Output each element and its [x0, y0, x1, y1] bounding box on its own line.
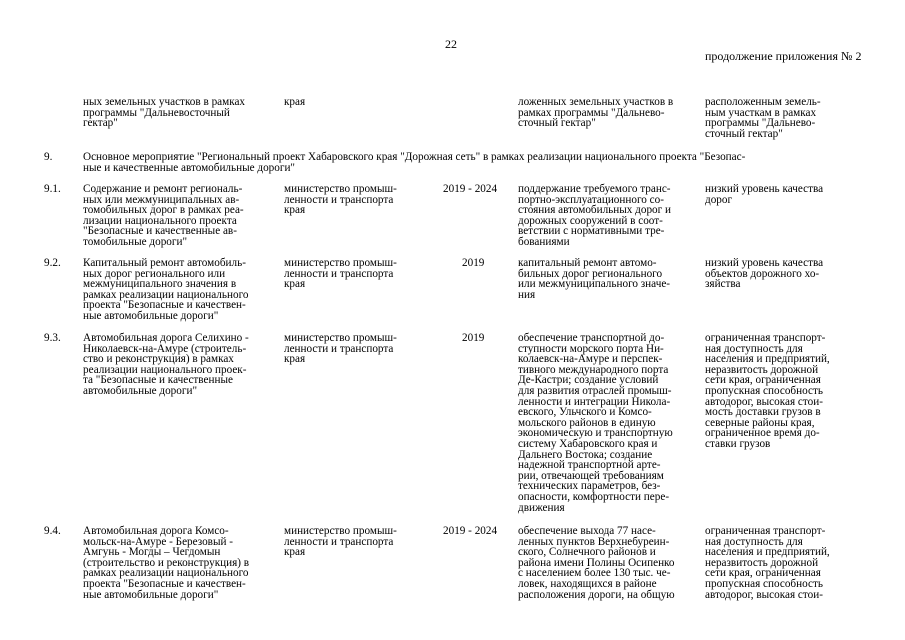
row-years: 2019	[462, 332, 485, 344]
row-number: 9.2.	[44, 257, 61, 269]
row-name: Капитальный ремонт автомобиль- ных дорог регионального или межмуниципального значения в рамках реализации национального проекта "Безопасные и качествен- ные автомобильные дороги"	[83, 257, 249, 322]
carryover-executor: края	[284, 96, 306, 108]
row-risk: ограниченная транспорт- ная доступность для населения и предприятий, неразвитость дорожной сети края, ограниченная пропускная способность автодорог, высокая стои- мость доставки грузов в северные районы края, ограниченное время до- ставки грузов	[705, 332, 830, 450]
row-risk: низкий уровень качества объектов дорожного хо- зяйства	[705, 257, 824, 291]
row-number: 9.3.	[44, 332, 61, 344]
row-name: Содержание и ремонт региональ- ных или межмуниципальных ав- томобильных дорог в рамках реа- лизации национального проекта "Безопасные и качественные ав- томобильные дороги"	[83, 183, 244, 248]
row-years: 2019 - 2024	[443, 183, 498, 195]
row-risk: ограниченная транспорт- ная доступность для населения и предприятий, неразвитость дорожной сети края, ограниченная пропускная способность автодорог, высокая стои-	[705, 525, 830, 601]
row-years: 2019 - 2024	[443, 525, 498, 537]
carryover-risk: расположенным земель- ным участкам в рамках программы "Дальнево- сточный гектар"	[705, 96, 821, 140]
row-result: обеспечение транспортной до- ступности морского порта Ни- колаевск-на-Амуре и перспек- тивного международного порта Де-Кастри; создание условий для развития отраслей промыш- ленности и интеграции Никола- евского, Ульчского и Комсо- мольского районов в единую экономическую и транспортную систему Хабаровского края и Дальнего Востока; создание надежной транспортной арте- рии, отвечающей требованиям технических параметров, без- опасности, комфортности пере- движения	[518, 332, 673, 514]
appendix-continuation-label: продолжение приложения № 2	[705, 49, 862, 63]
page-number: 22	[445, 37, 457, 51]
row-executor: министерство промыш- ленности и транспорта края	[284, 525, 397, 559]
row-years: 2019	[462, 257, 485, 269]
carryover-name: ных земельных участков в рамках программы "Дальневосточный гектар"	[83, 96, 246, 130]
row-name: Автомобильная дорога Селихино - Николаевск-на-Амуре (строитель- ство и реконструкция) в рамках реализации национального проек- та "Безопасные и качественные автомобильные дороги"	[83, 332, 249, 397]
row-executor: министерство промыш- ленности и транспорта края	[284, 183, 397, 217]
row-executor: министерство промыш- ленности и транспорта края	[284, 257, 397, 291]
row-executor: министерство промыш- ленности и транспорта края	[284, 332, 397, 366]
row-result: поддержание требуемого транс- портно-эксплуатационного со- стояния автомобильных дорог и дорожных сооружений в соот- ветствии с нормативными тре- бованиями	[518, 183, 672, 248]
row-result: обеспечение выхода 77 насе- ленных пунктов Верхнебуреин- ского, Солнечного районов и района имени Полины Осипенко с населением более 130 тыс. че- ловек, находящихся в районе расположения дороги, на общую	[518, 525, 675, 601]
row-number: 9.4.	[44, 525, 61, 537]
row-number: 9.1.	[44, 183, 61, 195]
row-risk: низкий уровень качества дорог	[705, 183, 824, 206]
row-name: Автомобильная дорога Комсо- мольск-на-Амуре - Березовый - Амгунь - Могды – Чегдомын (строительство и реконструкция) в рамках реализации национального проекта "Безопасные и качествен- ные автомобильные дороги"	[83, 525, 250, 601]
carryover-result: ложенных земельных участков в рамках программы "Дальнево- сточный гектар"	[518, 96, 674, 130]
main-event-text: Основное мероприятие "Региональный проект Хабаровского края "Дорожная сеть" в рамках реализации национального проекта "Безопас- ные и качественные автомобильные дороги"	[83, 151, 746, 174]
row-result: капитальный ремонт автомо- бильных дорог регионального или межмуниципального значе- ния	[518, 257, 671, 301]
main-event-number: 9.	[44, 151, 53, 163]
